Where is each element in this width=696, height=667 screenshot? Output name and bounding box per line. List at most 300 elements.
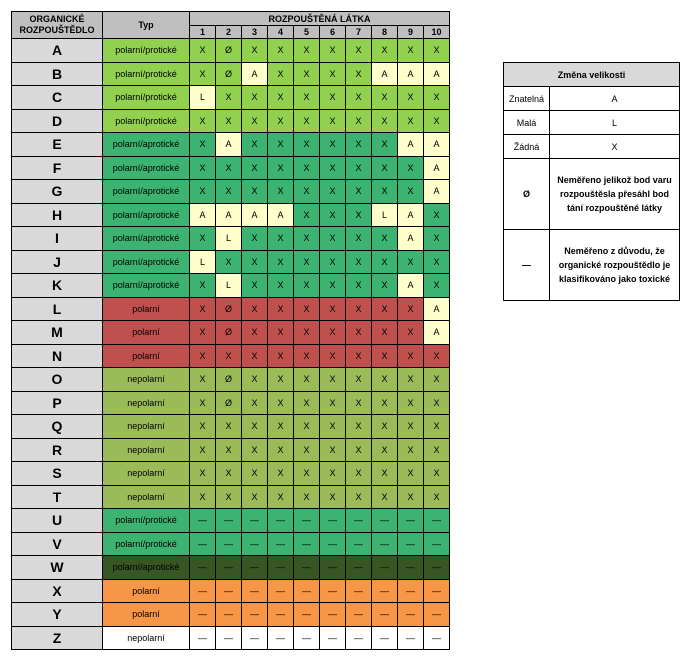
table-row bbox=[12, 579, 450, 603]
result-cell: X bbox=[372, 485, 398, 509]
result-cell: X bbox=[398, 86, 424, 110]
legend-value-none: X bbox=[550, 135, 680, 159]
result-cell: X bbox=[294, 415, 320, 439]
result-cell: A bbox=[190, 203, 216, 227]
solute-number-10: 10 bbox=[424, 26, 450, 39]
result-cell: X bbox=[242, 250, 268, 274]
result-cell: X bbox=[242, 109, 268, 133]
result-cell: X bbox=[346, 438, 372, 462]
result-cell: X bbox=[294, 227, 320, 251]
result-cell: X bbox=[320, 62, 346, 86]
solvent-type: polarní/protické bbox=[103, 509, 190, 533]
result-cell: X bbox=[346, 321, 372, 345]
result-cell: L bbox=[216, 274, 242, 298]
result-cell: X bbox=[346, 274, 372, 298]
solvent-type: nepolarní bbox=[103, 485, 190, 509]
result-cell: A bbox=[424, 321, 450, 345]
result-cell: X bbox=[242, 297, 268, 321]
result-cell: X bbox=[294, 485, 320, 509]
result-cell: X bbox=[268, 462, 294, 486]
result-cell: X bbox=[398, 180, 424, 204]
result-cell: X bbox=[346, 297, 372, 321]
result-cell: X bbox=[268, 274, 294, 298]
result-cell: A bbox=[424, 156, 450, 180]
solute-number-2: 2 bbox=[216, 26, 242, 39]
result-cell: — bbox=[320, 509, 346, 533]
solvent-name: Q bbox=[12, 415, 103, 439]
result-cell: — bbox=[424, 603, 450, 627]
solute-number-7: 7 bbox=[346, 26, 372, 39]
result-cell: X bbox=[268, 227, 294, 251]
result-cell: X bbox=[372, 133, 398, 157]
result-cell: X bbox=[424, 485, 450, 509]
result-cell: L bbox=[190, 86, 216, 110]
result-cell: A bbox=[242, 203, 268, 227]
result-cell: X bbox=[372, 438, 398, 462]
result-cell: X bbox=[294, 156, 320, 180]
result-cell: X bbox=[346, 86, 372, 110]
solvent-name: W bbox=[12, 556, 103, 580]
solvent-type: polarní/protické bbox=[103, 532, 190, 556]
result-cell: — bbox=[190, 556, 216, 580]
result-cell: X bbox=[190, 485, 216, 509]
solvent-name: X bbox=[12, 579, 103, 603]
result-cell: A bbox=[372, 62, 398, 86]
result-cell: X bbox=[294, 62, 320, 86]
result-cell: — bbox=[372, 509, 398, 533]
legend-value-small: L bbox=[550, 111, 680, 135]
result-cell: — bbox=[294, 603, 320, 627]
solvent-name: J bbox=[12, 250, 103, 274]
table-row bbox=[12, 156, 450, 180]
result-cell: X bbox=[268, 344, 294, 368]
solvent-name: Z bbox=[12, 626, 103, 650]
result-cell: X bbox=[346, 344, 372, 368]
solvent-type: polarní/aprotické bbox=[103, 180, 190, 204]
result-cell: X bbox=[320, 156, 346, 180]
result-cell: L bbox=[190, 250, 216, 274]
result-cell: X bbox=[294, 109, 320, 133]
solvent-name: D bbox=[12, 109, 103, 133]
result-cell: — bbox=[216, 626, 242, 650]
result-cell: X bbox=[190, 109, 216, 133]
result-cell: X bbox=[190, 344, 216, 368]
result-cell: X bbox=[346, 250, 372, 274]
result-cell: X bbox=[242, 227, 268, 251]
solvent-type: polarní bbox=[103, 603, 190, 627]
result-cell: A bbox=[424, 62, 450, 86]
result-cell: X bbox=[216, 344, 242, 368]
result-cell: X bbox=[346, 156, 372, 180]
result-cell: X bbox=[268, 156, 294, 180]
table-row bbox=[12, 415, 450, 439]
result-cell: — bbox=[372, 579, 398, 603]
result-cell: X bbox=[398, 438, 424, 462]
result-cell: X bbox=[424, 203, 450, 227]
result-cell: — bbox=[424, 556, 450, 580]
result-cell: X bbox=[424, 462, 450, 486]
result-cell: — bbox=[398, 626, 424, 650]
result-cell: X bbox=[242, 39, 268, 63]
result-cell: — bbox=[242, 603, 268, 627]
result-cell: X bbox=[320, 250, 346, 274]
table-row bbox=[12, 203, 450, 227]
result-cell: X bbox=[190, 321, 216, 345]
result-cell: — bbox=[398, 603, 424, 627]
result-cell: A bbox=[216, 203, 242, 227]
result-cell: X bbox=[294, 297, 320, 321]
table-row bbox=[12, 485, 450, 509]
result-cell: X bbox=[268, 180, 294, 204]
solvent-name: H bbox=[12, 203, 103, 227]
result-cell: X bbox=[294, 86, 320, 110]
result-cell: L bbox=[216, 227, 242, 251]
result-cell: X bbox=[372, 86, 398, 110]
result-cell: X bbox=[294, 462, 320, 486]
result-cell: X bbox=[320, 39, 346, 63]
result-cell: X bbox=[320, 297, 346, 321]
result-cell: X bbox=[424, 39, 450, 63]
result-cell: X bbox=[320, 321, 346, 345]
result-cell: X bbox=[372, 180, 398, 204]
result-cell: X bbox=[268, 438, 294, 462]
result-cell: A bbox=[424, 133, 450, 157]
result-cell: X bbox=[190, 274, 216, 298]
solvent-type: polarní/aprotické bbox=[103, 133, 190, 157]
result-cell: — bbox=[320, 579, 346, 603]
result-cell: X bbox=[346, 415, 372, 439]
result-cell: X bbox=[424, 368, 450, 392]
result-cell: X bbox=[398, 297, 424, 321]
result-cell: X bbox=[398, 156, 424, 180]
solute-number-8: 8 bbox=[372, 26, 398, 39]
solvent-solute-table bbox=[11, 11, 450, 650]
table-row bbox=[12, 391, 450, 415]
result-cell: A bbox=[398, 62, 424, 86]
solute-number-1: 1 bbox=[190, 26, 216, 39]
solvent-name: C bbox=[12, 86, 103, 110]
solvent-name: F bbox=[12, 156, 103, 180]
solvent-type: polarní bbox=[103, 344, 190, 368]
result-cell: X bbox=[190, 180, 216, 204]
table-row bbox=[12, 297, 450, 321]
result-cell: X bbox=[242, 485, 268, 509]
result-cell: X bbox=[424, 109, 450, 133]
solvent-type: polarní/protické bbox=[103, 109, 190, 133]
result-cell: X bbox=[294, 344, 320, 368]
result-cell: — bbox=[346, 579, 372, 603]
result-cell: X bbox=[346, 180, 372, 204]
result-cell: X bbox=[268, 415, 294, 439]
result-cell: X bbox=[294, 274, 320, 298]
solvent-type: nepolarní bbox=[103, 438, 190, 462]
result-cell: X bbox=[320, 415, 346, 439]
result-cell: A bbox=[398, 274, 424, 298]
solvent-type: nepolarní bbox=[103, 415, 190, 439]
result-cell: — bbox=[216, 509, 242, 533]
result-cell: — bbox=[320, 532, 346, 556]
result-cell: X bbox=[268, 368, 294, 392]
result-cell: X bbox=[242, 133, 268, 157]
result-cell: A bbox=[424, 297, 450, 321]
result-cell: X bbox=[320, 133, 346, 157]
result-cell: X bbox=[398, 391, 424, 415]
result-cell: X bbox=[242, 462, 268, 486]
result-cell: X bbox=[346, 485, 372, 509]
result-cell: X bbox=[242, 344, 268, 368]
result-cell: A bbox=[242, 62, 268, 86]
result-cell: X bbox=[242, 391, 268, 415]
result-cell: X bbox=[190, 62, 216, 86]
result-cell: X bbox=[294, 321, 320, 345]
result-cell: X bbox=[294, 391, 320, 415]
result-cell: X bbox=[372, 250, 398, 274]
result-cell: X bbox=[268, 86, 294, 110]
result-cell: Ø bbox=[216, 39, 242, 63]
result-cell: X bbox=[242, 438, 268, 462]
result-cell: A bbox=[424, 180, 450, 204]
result-cell: Ø bbox=[216, 368, 242, 392]
legend-label-significant: Znatelná bbox=[504, 87, 550, 111]
result-cell: Ø bbox=[216, 297, 242, 321]
solvent-type: polarní/aprotické bbox=[103, 250, 190, 274]
solvent-type: polarní/protické bbox=[103, 86, 190, 110]
solvent-type: nepolarní bbox=[103, 391, 190, 415]
result-cell: X bbox=[372, 274, 398, 298]
result-cell: A bbox=[216, 133, 242, 157]
table-row bbox=[12, 227, 450, 251]
solute-number-4: 4 bbox=[268, 26, 294, 39]
solvent-type: polarní/aprotické bbox=[103, 156, 190, 180]
solute-number-9: 9 bbox=[398, 26, 424, 39]
result-cell: — bbox=[242, 626, 268, 650]
result-cell: X bbox=[320, 180, 346, 204]
result-cell: A bbox=[398, 133, 424, 157]
result-cell: — bbox=[216, 579, 242, 603]
result-cell: X bbox=[372, 391, 398, 415]
result-cell: — bbox=[190, 579, 216, 603]
result-cell: X bbox=[372, 297, 398, 321]
result-cell: — bbox=[216, 532, 242, 556]
result-cell: X bbox=[398, 415, 424, 439]
result-cell: — bbox=[268, 626, 294, 650]
result-cell: — bbox=[190, 603, 216, 627]
solute-number-5: 5 bbox=[294, 26, 320, 39]
result-cell: X bbox=[346, 462, 372, 486]
result-cell: X bbox=[320, 368, 346, 392]
result-cell: X bbox=[190, 368, 216, 392]
result-cell: X bbox=[242, 415, 268, 439]
result-cell: X bbox=[346, 109, 372, 133]
result-cell: L bbox=[372, 203, 398, 227]
solvent-name: R bbox=[12, 438, 103, 462]
result-cell: X bbox=[190, 297, 216, 321]
result-cell: X bbox=[398, 321, 424, 345]
result-cell: X bbox=[268, 297, 294, 321]
table-row bbox=[12, 626, 450, 650]
result-cell: — bbox=[424, 579, 450, 603]
result-cell: X bbox=[294, 438, 320, 462]
table-row bbox=[12, 438, 450, 462]
solvent-name: A bbox=[12, 39, 103, 63]
result-cell: X bbox=[242, 274, 268, 298]
result-cell: — bbox=[242, 532, 268, 556]
solvent-name: V bbox=[12, 532, 103, 556]
solvent-name: Y bbox=[12, 603, 103, 627]
table-row bbox=[12, 180, 450, 204]
solvent-name: K bbox=[12, 274, 103, 298]
result-cell: — bbox=[190, 532, 216, 556]
result-cell: X bbox=[424, 274, 450, 298]
result-cell: — bbox=[216, 556, 242, 580]
result-cell: — bbox=[372, 556, 398, 580]
table-row bbox=[12, 321, 450, 345]
solvent-name: O bbox=[12, 368, 103, 392]
result-cell: A bbox=[268, 203, 294, 227]
legend-table bbox=[503, 62, 680, 301]
result-cell: X bbox=[424, 250, 450, 274]
result-cell: — bbox=[268, 603, 294, 627]
result-cell: — bbox=[294, 532, 320, 556]
result-cell: — bbox=[268, 556, 294, 580]
result-cell: — bbox=[346, 626, 372, 650]
result-cell: X bbox=[268, 250, 294, 274]
table-row bbox=[12, 109, 450, 133]
result-cell: X bbox=[424, 391, 450, 415]
result-cell: X bbox=[216, 462, 242, 486]
result-cell: A bbox=[398, 227, 424, 251]
result-cell: X bbox=[398, 462, 424, 486]
result-cell: — bbox=[398, 556, 424, 580]
result-cell: X bbox=[398, 39, 424, 63]
table-row bbox=[12, 462, 450, 486]
result-cell: X bbox=[216, 438, 242, 462]
legend-label-not-measured-boiling: Ø bbox=[504, 159, 550, 230]
legend-label-small: Malá bbox=[504, 111, 550, 135]
result-cell: — bbox=[242, 509, 268, 533]
solvent-type: polarní/protické bbox=[103, 39, 190, 63]
table-row bbox=[12, 62, 450, 86]
result-cell: X bbox=[242, 86, 268, 110]
result-cell: X bbox=[346, 62, 372, 86]
solvent-name: U bbox=[12, 509, 103, 533]
result-cell: X bbox=[320, 86, 346, 110]
result-cell: X bbox=[268, 39, 294, 63]
result-cell: X bbox=[320, 485, 346, 509]
table-row bbox=[12, 274, 450, 298]
result-cell: X bbox=[320, 274, 346, 298]
result-cell: X bbox=[372, 109, 398, 133]
result-cell: X bbox=[216, 180, 242, 204]
result-cell: — bbox=[294, 556, 320, 580]
table-row bbox=[12, 532, 450, 556]
result-cell: X bbox=[346, 39, 372, 63]
result-cell: X bbox=[268, 62, 294, 86]
solvent-type: polarní/aprotické bbox=[103, 274, 190, 298]
result-cell: — bbox=[268, 579, 294, 603]
result-cell: Ø bbox=[216, 62, 242, 86]
table-row bbox=[12, 39, 450, 63]
solvent-name: E bbox=[12, 133, 103, 157]
result-cell: — bbox=[424, 509, 450, 533]
table-row bbox=[12, 344, 450, 368]
result-cell: X bbox=[372, 344, 398, 368]
result-cell: X bbox=[346, 203, 372, 227]
result-cell: X bbox=[242, 321, 268, 345]
result-cell: X bbox=[294, 180, 320, 204]
result-cell: — bbox=[268, 509, 294, 533]
type-header: Typ bbox=[103, 12, 190, 39]
result-cell: — bbox=[424, 532, 450, 556]
solvent-name: S bbox=[12, 462, 103, 486]
result-cell: — bbox=[190, 626, 216, 650]
table-row bbox=[12, 86, 450, 110]
solvent-type: polarní bbox=[103, 321, 190, 345]
solvent-name: M bbox=[12, 321, 103, 345]
solute-number-3: 3 bbox=[242, 26, 268, 39]
table-row bbox=[12, 603, 450, 627]
solvent-name: B bbox=[12, 62, 103, 86]
result-cell: — bbox=[398, 579, 424, 603]
result-cell: — bbox=[372, 626, 398, 650]
result-cell: X bbox=[216, 250, 242, 274]
result-cell: — bbox=[190, 509, 216, 533]
result-cell: X bbox=[294, 250, 320, 274]
result-cell: X bbox=[372, 156, 398, 180]
result-cell: X bbox=[190, 462, 216, 486]
result-cell: — bbox=[320, 626, 346, 650]
result-cell: — bbox=[294, 626, 320, 650]
result-cell: — bbox=[346, 509, 372, 533]
result-cell: — bbox=[320, 556, 346, 580]
result-cell: — bbox=[346, 603, 372, 627]
solvent-name: T bbox=[12, 485, 103, 509]
result-cell: X bbox=[294, 133, 320, 157]
legend-value-significant: A bbox=[550, 87, 680, 111]
result-cell: X bbox=[268, 109, 294, 133]
solvent-type: polarní/aprotické bbox=[103, 556, 190, 580]
result-cell: X bbox=[320, 109, 346, 133]
result-cell: X bbox=[268, 391, 294, 415]
result-cell: X bbox=[346, 227, 372, 251]
result-cell: Ø bbox=[216, 321, 242, 345]
table-row bbox=[12, 368, 450, 392]
result-cell: X bbox=[268, 133, 294, 157]
result-cell: X bbox=[320, 203, 346, 227]
result-cell: X bbox=[190, 438, 216, 462]
table-row bbox=[12, 250, 450, 274]
result-cell: X bbox=[216, 485, 242, 509]
result-cell: X bbox=[190, 133, 216, 157]
result-cell: X bbox=[372, 462, 398, 486]
result-cell: X bbox=[424, 86, 450, 110]
solvent-type: polarní bbox=[103, 579, 190, 603]
solvent-type: polarní/protické bbox=[103, 62, 190, 86]
solvent-type: polarní/aprotické bbox=[103, 203, 190, 227]
table-row bbox=[12, 133, 450, 157]
result-cell: X bbox=[190, 415, 216, 439]
result-cell: X bbox=[216, 86, 242, 110]
result-cell: — bbox=[346, 556, 372, 580]
result-cell: — bbox=[320, 603, 346, 627]
solvent-type: nepolarní bbox=[103, 462, 190, 486]
solvent-name: P bbox=[12, 391, 103, 415]
result-cell: X bbox=[268, 321, 294, 345]
result-cell: X bbox=[242, 180, 268, 204]
result-cell: X bbox=[294, 368, 320, 392]
result-cell: X bbox=[190, 39, 216, 63]
result-cell: X bbox=[320, 438, 346, 462]
